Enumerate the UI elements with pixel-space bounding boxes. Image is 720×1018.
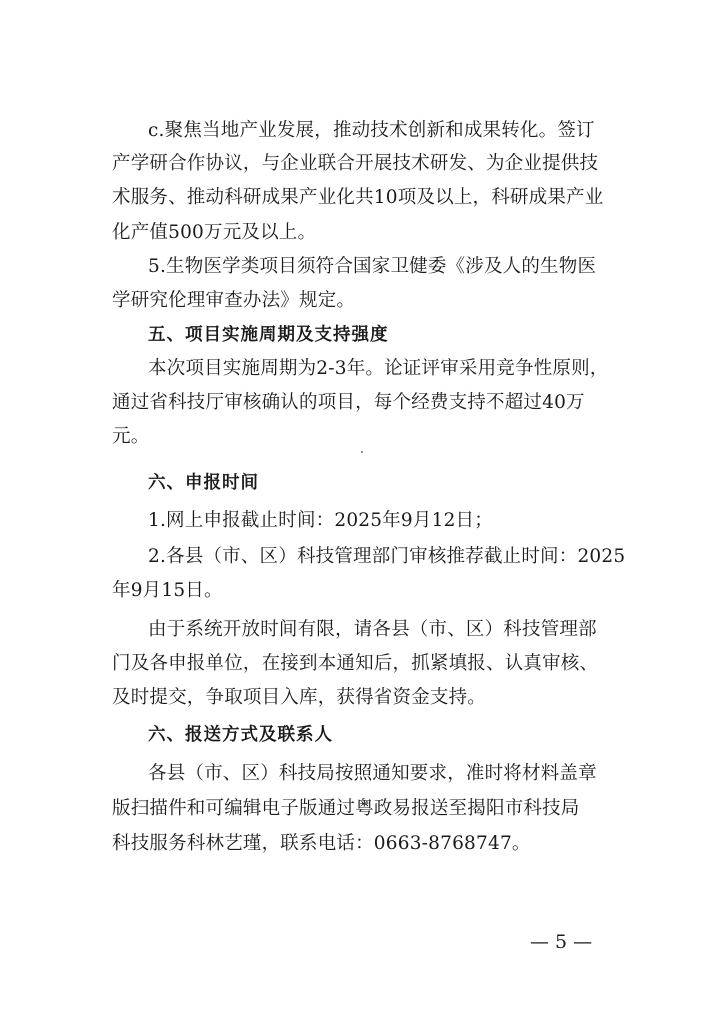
paragraph-line: 术服务、推动科研成果产业化共10项及以上，科研成果产业 xyxy=(112,187,604,208)
paragraph-line: 科技服务科林艺瑾，联系电话：0663-8768747。 xyxy=(112,833,531,854)
paragraph-line: c.聚焦当地产业发展，推动技术创新和成果转化。签订 xyxy=(148,120,595,141)
paragraph-line: 版扫描件和可编辑电子版通过粤政易报送至揭阳市科技局 xyxy=(112,798,580,819)
section-heading: 六、申报时间 xyxy=(148,473,259,493)
paragraph-line: 由于系统开放时间有限，请各县（市、区）科技管理部 xyxy=(148,619,597,640)
paragraph-line: 产学研合作协议，与企业联合开展技术研发、为企业提供技 xyxy=(112,153,599,174)
paragraph-line: 学研究伦理审查办法》规定。 xyxy=(112,290,356,311)
paragraph-line: 各县（市、区）科技局按照通知要求，准时将材料盖章 xyxy=(148,763,597,784)
paragraph-line: 元。 xyxy=(112,426,150,447)
paragraph-line: 5.生物医学类项目须符合国家卫健委《涉及人的生物医 xyxy=(148,256,597,277)
paragraph-line: 1.网上申报截止时间：2025年9月12日； xyxy=(148,510,493,531)
page-number: — 5 — xyxy=(530,931,593,953)
paragraph-line: 2.各县（市、区）科技管理部门审核推荐截止时间：2025 xyxy=(148,546,626,567)
paragraph-line: 门及各申报单位，在接到本通知后，抓紧填报、认真审核、 xyxy=(112,653,599,674)
section-heading: 五、项目实施周期及支持强度 xyxy=(148,325,389,345)
scan-speck xyxy=(361,451,363,453)
paragraph-line: 及时提交，争取项目入库，获得省资金支持。 xyxy=(112,687,487,708)
section-heading: 六、报送方式及联系人 xyxy=(148,725,333,745)
paragraph-line: 本次项目实施周期为2-3年。论证评审采用竞争性原则， xyxy=(148,358,609,379)
paragraph-line: 通过省科技厅审核确认的项目，每个经费支持不超过40万 xyxy=(112,392,585,413)
paragraph-line: 化产值500万元及以上。 xyxy=(112,222,317,243)
paragraph-line: 年9月15日。 xyxy=(112,580,223,601)
